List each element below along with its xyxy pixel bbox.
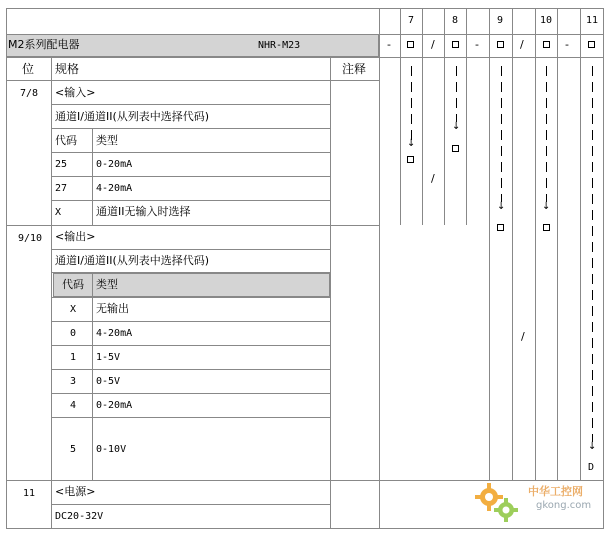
col-number-8: 8	[452, 15, 459, 26]
connector-line	[456, 82, 457, 92]
code-box-icon	[543, 41, 550, 48]
output-row-code: 4	[70, 400, 77, 411]
connector-line	[592, 354, 593, 364]
output-row-code: 0	[70, 328, 77, 339]
connector-line	[592, 146, 593, 156]
input-row-type: 0-20mA	[96, 159, 133, 170]
arrow-down-icon: ↓	[407, 138, 416, 149]
divider	[535, 8, 536, 480]
connector-line	[592, 242, 593, 252]
connector-line	[546, 98, 547, 108]
section-output-pos: 9/10	[18, 233, 43, 244]
connector-line	[501, 114, 502, 124]
connector-line	[592, 258, 593, 268]
divider	[51, 345, 331, 346]
connector-line	[546, 162, 547, 172]
divider	[51, 104, 331, 105]
divider	[379, 8, 380, 529]
connector-line	[592, 162, 593, 172]
input-row-code: X	[55, 207, 62, 218]
connector-line	[546, 114, 547, 124]
connector-line	[411, 82, 412, 92]
output-type-header: 类型	[96, 278, 118, 291]
connector-line	[592, 418, 593, 428]
divider	[6, 57, 604, 58]
divider	[92, 272, 93, 480]
watermark-brand: 中华工控网	[528, 485, 583, 498]
connector-line	[592, 306, 593, 316]
section-output-channel: 通道I/通道II(从列表中选择代码)	[55, 254, 210, 267]
connector-line	[592, 82, 593, 92]
separator-slash: /	[521, 330, 525, 343]
output-row-code: 3	[70, 376, 77, 387]
section-input-pos: 7/8	[20, 88, 39, 99]
connector-line	[546, 178, 547, 188]
separator: -	[565, 38, 569, 51]
connector-line	[456, 66, 457, 76]
connector-line	[501, 82, 502, 92]
connector-line	[592, 370, 593, 380]
divider	[444, 8, 445, 225]
input-row-type: 通道II无输入时选择	[96, 205, 191, 218]
connector-line	[592, 338, 593, 348]
code-box-icon	[407, 41, 414, 48]
col-header-spec: 规格	[55, 62, 80, 76]
code-box-icon	[543, 224, 550, 231]
input-row-code: 27	[55, 183, 68, 194]
model-code: NHR-M23	[258, 40, 301, 51]
product-name: M2系列配电器	[8, 38, 80, 51]
connector-line	[592, 210, 593, 220]
divider	[51, 128, 331, 129]
separator: /	[431, 38, 435, 51]
output-row-type: 0-5V	[96, 376, 121, 387]
connector-line	[501, 98, 502, 108]
connector-line	[546, 82, 547, 92]
connector-line	[592, 226, 593, 236]
section-power-pos: 11	[23, 488, 36, 499]
divider	[51, 417, 331, 418]
divider	[51, 176, 331, 177]
connector-line	[592, 322, 593, 332]
separator-slash: /	[431, 172, 435, 185]
connector-line	[592, 66, 593, 76]
arrow-down-icon: ↓	[452, 121, 461, 132]
section-output-title: <输出>	[55, 230, 96, 243]
connector-line	[546, 66, 547, 76]
code-box-icon	[452, 145, 459, 152]
separator: /	[520, 38, 524, 51]
divider	[6, 80, 380, 81]
separator: -	[387, 38, 391, 51]
output-row-code: 5	[70, 444, 77, 455]
connector-line	[501, 162, 502, 172]
col-header-note: 注释	[342, 62, 367, 76]
connector-line	[411, 66, 412, 76]
connector-line	[592, 114, 593, 124]
input-type-header: 类型	[96, 134, 118, 147]
code-box-icon	[407, 156, 414, 163]
input-row-code: 25	[55, 159, 68, 170]
arrow-down-icon: ↓	[497, 201, 506, 212]
connector-line	[592, 194, 593, 204]
gkong-logo-icon	[472, 480, 522, 525]
code-box-icon	[497, 41, 504, 48]
divider	[51, 504, 331, 505]
divider	[51, 249, 331, 250]
arrow-down-icon: ↓	[588, 441, 597, 452]
divider	[51, 297, 331, 298]
divider	[400, 8, 401, 225]
divider	[51, 393, 331, 394]
divider	[51, 321, 331, 322]
section-power-title: <电源>	[55, 485, 96, 498]
output-row-type: 0-10V	[96, 444, 127, 455]
connector-line	[546, 146, 547, 156]
output-row-type: 0-20mA	[96, 400, 133, 411]
output-row-code: X	[70, 304, 77, 315]
code-box-icon	[452, 41, 459, 48]
divider	[466, 8, 467, 225]
connector-line	[592, 130, 593, 140]
divider	[51, 152, 331, 153]
connector-line	[592, 98, 593, 108]
input-row-type: 4-20mA	[96, 183, 133, 194]
connector-line	[501, 146, 502, 156]
connector-line	[592, 386, 593, 396]
end-label: D	[588, 462, 595, 473]
section-input-title: <输入>	[55, 86, 96, 99]
col-number-11: 11	[586, 15, 599, 26]
watermark-url: gkong.com	[536, 500, 592, 511]
col-number-7: 7	[408, 15, 415, 26]
divider	[422, 8, 423, 225]
divider	[6, 225, 380, 226]
connector-line	[546, 130, 547, 140]
output-row-type: 4-20mA	[96, 328, 133, 339]
divider	[580, 8, 581, 480]
connector-line	[501, 66, 502, 76]
section-input-channel: 通道I/通道II(从列表中选择代码)	[55, 110, 210, 123]
col-header-pos: 位	[22, 62, 35, 76]
divider	[51, 369, 331, 370]
separator: -	[475, 38, 479, 51]
connector-line	[592, 274, 593, 284]
connector-line	[456, 98, 457, 108]
col-number-10: 10	[540, 15, 553, 26]
output-code-header-row	[53, 273, 330, 297]
input-code-header: 代码	[55, 134, 77, 147]
connector-line	[411, 114, 412, 124]
col-number-9: 9	[497, 15, 504, 26]
divider	[489, 8, 490, 480]
code-box-icon	[588, 41, 595, 48]
code-box-icon	[497, 224, 504, 231]
divider	[557, 8, 558, 480]
connector-line	[592, 290, 593, 300]
connector-line	[501, 130, 502, 140]
output-row-code: 1	[70, 352, 77, 363]
output-row-type: 无输出	[96, 302, 129, 315]
connector-line	[411, 98, 412, 108]
connector-line	[592, 178, 593, 188]
divider	[512, 8, 513, 480]
divider	[51, 200, 331, 201]
arrow-down-icon: ↓	[542, 201, 551, 212]
section-power-value: DC20-32V	[55, 511, 104, 522]
output-code-header: 代码	[62, 278, 84, 291]
connector-line	[592, 402, 593, 412]
connector-line	[501, 178, 502, 188]
output-row-type: 1-5V	[96, 352, 121, 363]
